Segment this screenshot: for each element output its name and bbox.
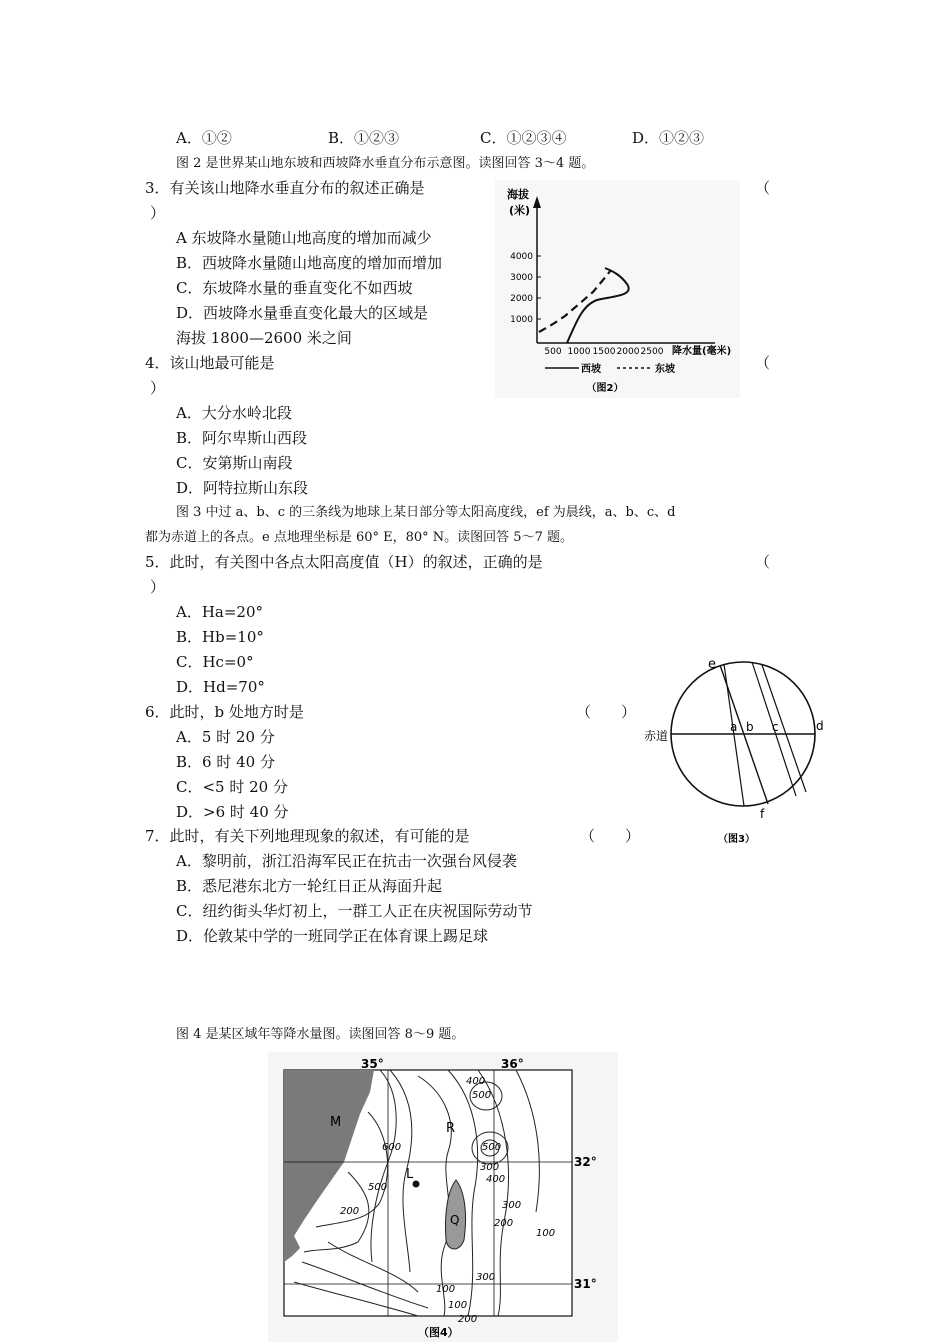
fig4-lon-35: 35°	[361, 1057, 384, 1071]
fig3-line-a	[724, 664, 744, 806]
fig4-iso-400-mid: 400	[486, 1174, 506, 1185]
q5-option-c: C．Hc=0°	[176, 653, 254, 671]
q2-option-c: C．①②③④	[480, 129, 567, 147]
q3-option-d: D．西坡降水量垂直变化最大的区域是	[176, 304, 429, 322]
q3-option-d-cont: 海拔 1800—2600 米之间	[176, 329, 352, 347]
fig3-caption: （图3）	[718, 834, 755, 845]
fig4-iso-100-low: 100	[448, 1300, 468, 1311]
fig2-legend-east: 东坡	[655, 364, 675, 375]
q7-option-d: D．伦敦某中学的一班同学正在体育课上踢足球	[176, 927, 489, 945]
fig2-xlabel: 降水量(毫米)	[672, 346, 732, 357]
q4-option-d: D．阿特拉斯山东段	[176, 479, 309, 497]
q3-option-c: C．东坡降水量的垂直变化不如西坡	[176, 279, 413, 297]
figure-2-precipitation-chart	[495, 180, 740, 398]
fig3-label-c: c	[772, 720, 779, 734]
fig2-legend-west: 西坡	[581, 364, 601, 375]
intro-fig3-line2: 都为赤道上的各点。e 点地理坐标是 60° E，80° N。读图回答 5～7 题。	[145, 530, 573, 545]
q6-option-c: C．<5 时 20 分	[176, 778, 288, 796]
fig4-iso-300-bottom: 300	[476, 1272, 496, 1283]
fig4-caption: （图4）	[418, 1326, 459, 1339]
fig2-xtick-500: 500	[544, 347, 562, 357]
fig4-iso-300: 300	[480, 1162, 500, 1173]
fig2-ytick-1000: 1000	[510, 315, 533, 325]
fig4-point-l	[413, 1181, 420, 1188]
q3-stem: 3．有关该山地降水垂直分布的叙述正确是	[145, 179, 425, 197]
q5-paren-close: ）	[150, 578, 166, 596]
fig4-iso-100-right: 100	[536, 1228, 556, 1239]
fig2-ytick-3000: 3000	[510, 273, 533, 283]
figure-4-precipitation-isoline-map	[268, 1052, 618, 1342]
q3-option-b: B．西坡降水量随山地高度的增加而增加	[176, 254, 443, 272]
figure-3-sun-altitude-diagram	[640, 652, 840, 852]
q4-option-b: B．阿尔卑斯山西段	[176, 429, 308, 447]
fig2-ytick-2000: 2000	[510, 294, 533, 304]
fig2-xtick-2000: 2000	[616, 347, 640, 357]
fig3-label-e: e	[708, 657, 716, 672]
fig4-iso-200: 200	[340, 1206, 360, 1217]
q3-paren-close: ）	[150, 204, 166, 222]
q3-paren-open: （	[755, 179, 771, 197]
q6-stem: 6．此时，b 处地方时是	[145, 703, 304, 721]
fig2-xtick-1500: 1500	[592, 347, 616, 357]
fig4-label-l: L	[406, 1167, 414, 1182]
fig4-lon-36: 36°	[501, 1057, 524, 1071]
fig4-iso-500-top: 500	[472, 1090, 492, 1101]
fig3-label-d: d	[816, 719, 824, 733]
fig4-iso-400-top: 400	[466, 1076, 486, 1087]
fig2-ytick-4000: 4000	[510, 252, 533, 262]
q6-option-b: B．6 时 40 分	[176, 753, 275, 771]
fig4-label-m: M	[330, 1115, 342, 1130]
q5-option-a: A．Ha=20°	[176, 603, 264, 621]
fig3-equator-label: 赤道	[644, 729, 669, 743]
fig2-ylabel-1: 海拔	[507, 188, 529, 201]
fig4-iso-100-bottom: 100	[436, 1284, 456, 1295]
fig3-label-a: a	[730, 720, 738, 734]
q5-stem: 5．此时，有关图中各点太阳高度值（H）的叙述，正确的是	[145, 553, 543, 571]
intro-fig4: 图 4 是某区域年等降水量图。读图回答 8～9 题。	[176, 1027, 465, 1042]
q2-option-b: B．①②③	[328, 129, 400, 147]
intro-fig2: 图 2 是世界某山地东坡和西坡降水垂直分布示意图。读图回答 3～4 题。	[176, 156, 595, 171]
fig4-iso-600: 600	[382, 1142, 402, 1153]
fig2-xtick-1000: 1000	[567, 347, 591, 357]
fig3-label-b: b	[746, 720, 754, 734]
fig2-xtick-2500: 2500	[640, 347, 664, 357]
fig4-iso-500-r: 500	[482, 1142, 502, 1153]
q4-paren-close: ）	[150, 379, 166, 397]
fig4-lat-32: 32°	[574, 1155, 597, 1169]
q4-paren-open: （	[755, 354, 771, 372]
fig4-label-q: Q	[450, 1213, 460, 1227]
intro-fig3-line1: 图 3 中过 a、b、c 的三条线为地球上某日部分等太阳高度线，ef 为晨线，a、b、c、d	[176, 505, 676, 520]
q6-paren: （ ）	[576, 703, 637, 721]
q7-option-a: A．黎明前，浙江沿海军民正在抗击一次强台风侵袭	[176, 852, 517, 870]
fig4-iso-300-right: 300	[502, 1200, 522, 1211]
q2-option-d: D．①②③	[632, 129, 705, 147]
q7-option-b: B．悉尼港东北方一轮红日正从海面升起	[176, 877, 443, 895]
q5-paren-open: （	[755, 553, 771, 571]
q5-option-d: D．Hd=70°	[176, 678, 265, 696]
q7-paren: （ ）	[580, 827, 641, 845]
q3-option-a: A 东坡降水量随山地高度的增加而减少	[176, 229, 432, 247]
q6-option-d: D．>6 时 40 分	[176, 803, 289, 821]
fig3-label-f: f	[760, 807, 765, 821]
q7-option-c: C．纽约街头华灯初上，一群工人正在庆祝国际劳动节	[176, 902, 533, 920]
q4-stem: 4．该山地最可能是	[145, 354, 275, 372]
q4-option-a: A．大分水岭北段	[176, 404, 292, 422]
fig4-iso-200-right: 200	[494, 1218, 514, 1229]
fig4-lat-31: 31°	[574, 1277, 597, 1291]
fig3-line-c	[762, 665, 806, 792]
fig4-iso-200-low: 200	[458, 1314, 478, 1325]
q7-stem: 7．此时，有关下列地理现象的叙述，有可能的是	[145, 827, 470, 845]
fig4-label-r: R	[446, 1121, 456, 1136]
q5-option-b: B．Hb=10°	[176, 628, 264, 646]
fig4-iso-500-left: 500	[368, 1182, 388, 1193]
q6-option-a: A．5 时 20 分	[176, 728, 275, 746]
fig2-ylabel-2: (米)	[509, 204, 531, 217]
q2-option-a: A．①②	[176, 129, 232, 147]
fig2-caption: （图2）	[586, 383, 624, 394]
q4-option-c: C．安第斯山南段	[176, 454, 293, 472]
